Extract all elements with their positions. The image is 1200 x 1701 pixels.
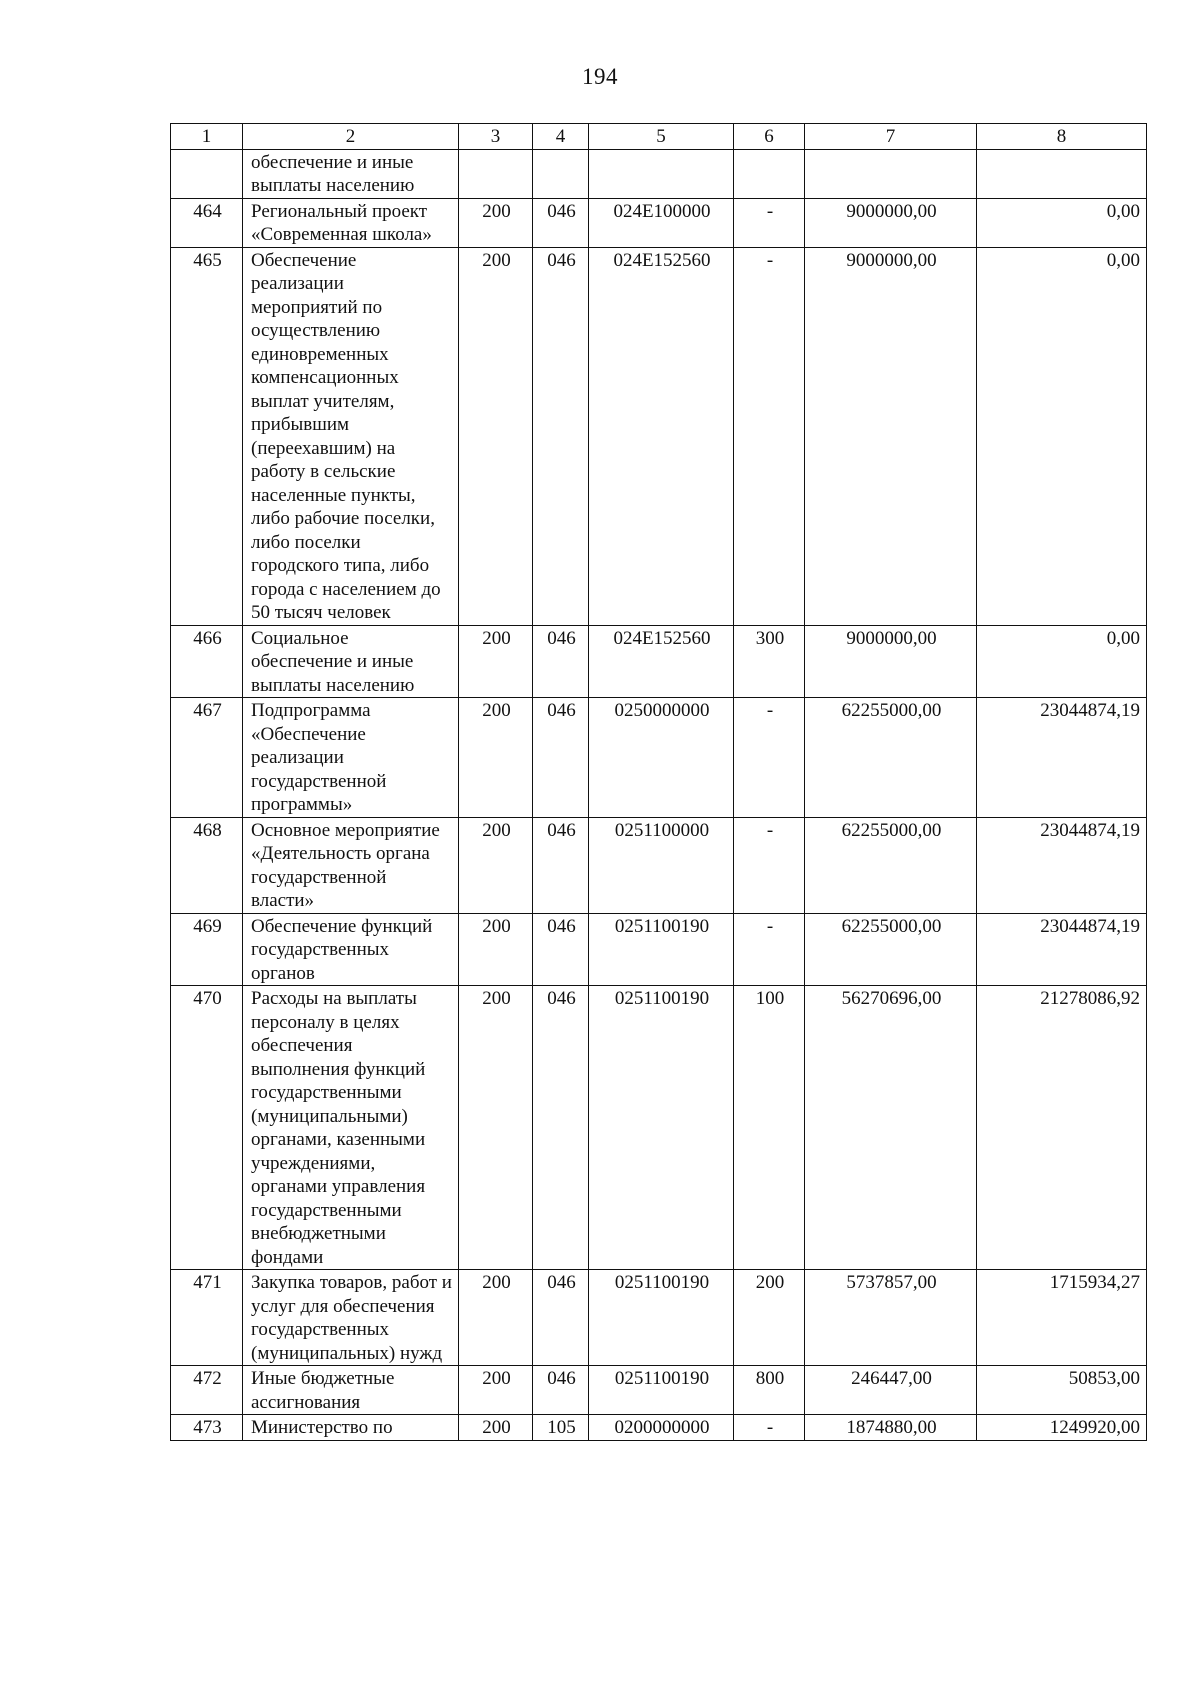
row-col-6: 300: [734, 625, 805, 698]
row-col-3: 200: [459, 913, 533, 986]
row-col-7: 56270696,00: [805, 986, 977, 1270]
table-row: [171, 1270, 1147, 1366]
row-number: 466: [171, 625, 243, 698]
row-col-5: 0251100190: [589, 986, 734, 1270]
row-col-4: 046: [533, 198, 589, 247]
budget-table: [170, 123, 1147, 1441]
row-col-7: 62255000,00: [805, 698, 977, 818]
table-row: [171, 913, 1147, 986]
row-name: Закупка товаров, работ и услуг для обеспечения государственных (муниципальных) нужд: [243, 1270, 459, 1366]
row-name: Обеспечение функций государственных органов: [243, 913, 459, 986]
row-col-8: 0,00: [977, 247, 1147, 625]
header-col-3: 3: [459, 124, 533, 150]
row-col-4: 046: [533, 625, 589, 698]
header-col-5: 5: [589, 124, 734, 150]
row-col-3: 200: [459, 1366, 533, 1415]
row-name: обеспечение и иные выплаты населению: [243, 149, 459, 198]
row-col-3: 200: [459, 817, 533, 913]
row-col-5: 0251100190: [589, 1270, 734, 1366]
row-col-4: 046: [533, 913, 589, 986]
row-name: Социальное обеспечение и иные выплаты населению: [243, 625, 459, 698]
table-row: [171, 1415, 1147, 1441]
row-col-4: 046: [533, 698, 589, 818]
row-col-7: 62255000,00: [805, 817, 977, 913]
row-col-7: 1874880,00: [805, 1415, 977, 1441]
row-col-6: -: [734, 198, 805, 247]
table-row: [171, 817, 1147, 913]
header-col-6: 6: [734, 124, 805, 150]
table-row: [171, 247, 1147, 625]
row-number: 465: [171, 247, 243, 625]
row-col-4: 046: [533, 1270, 589, 1366]
table-header-row: [171, 124, 1147, 150]
row-name: Министерство по: [243, 1415, 459, 1441]
header-col-2: 2: [243, 124, 459, 150]
row-col-7: 9000000,00: [805, 625, 977, 698]
row-col-3: [459, 149, 533, 198]
row-col-6: 100: [734, 986, 805, 1270]
table-row: [171, 698, 1147, 818]
row-col-6: 800: [734, 1366, 805, 1415]
header-col-4: 4: [533, 124, 589, 150]
row-col-8: 23044874,19: [977, 913, 1147, 986]
row-col-4: 046: [533, 986, 589, 1270]
row-col-4: [533, 149, 589, 198]
row-col-3: 200: [459, 247, 533, 625]
row-number: 471: [171, 1270, 243, 1366]
row-name: Иные бюджетные ассигнования: [243, 1366, 459, 1415]
row-col-3: 200: [459, 1270, 533, 1366]
row-col-5: 0251100000: [589, 817, 734, 913]
row-col-3: 200: [459, 198, 533, 247]
row-col-8: [977, 149, 1147, 198]
table-row: [171, 625, 1147, 698]
row-col-5: 0250000000: [589, 698, 734, 818]
table-row: [171, 198, 1147, 247]
row-col-3: 200: [459, 986, 533, 1270]
row-col-6: -: [734, 1415, 805, 1441]
row-number: 464: [171, 198, 243, 247]
row-col-7: 62255000,00: [805, 913, 977, 986]
row-col-8: 1715934,27: [977, 1270, 1147, 1366]
row-col-8: 21278086,92: [977, 986, 1147, 1270]
row-col-8: 0,00: [977, 625, 1147, 698]
row-col-6: 200: [734, 1270, 805, 1366]
row-col-7: 9000000,00: [805, 198, 977, 247]
row-col-3: 200: [459, 1415, 533, 1441]
row-col-5: [589, 149, 734, 198]
row-name: Региональный проект «Современная школа»: [243, 198, 459, 247]
header-col-7: 7: [805, 124, 977, 150]
row-col-3: 200: [459, 625, 533, 698]
row-col-4: 105: [533, 1415, 589, 1441]
row-name: Подпрограмма «Обеспечение реализации государственной программы»: [243, 698, 459, 818]
row-col-5: 024E152560: [589, 247, 734, 625]
row-col-5: 0200000000: [589, 1415, 734, 1441]
row-col-7: 5737857,00: [805, 1270, 977, 1366]
table-row: [171, 1366, 1147, 1415]
row-col-5: 0251100190: [589, 1366, 734, 1415]
row-number: 468: [171, 817, 243, 913]
row-name: Обеспечение реализации мероприятий по осуществлению единовременных компенсационных выплат учителям, прибывшим (переехавшим) на работу в сельские населенные пункты, либо рабочие поселки, либо поселки городского типа, либо города с населением до 50 тысяч человек: [243, 247, 459, 625]
row-col-7: [805, 149, 977, 198]
row-col-3: 200: [459, 698, 533, 818]
table-row: [171, 986, 1147, 1270]
row-col-5: 0251100190: [589, 913, 734, 986]
row-col-8: 23044874,19: [977, 817, 1147, 913]
page-number: 194: [582, 64, 618, 89]
row-col-6: -: [734, 247, 805, 625]
header-col-8: 8: [977, 124, 1147, 150]
row-col-6: -: [734, 913, 805, 986]
row-col-8: 0,00: [977, 198, 1147, 247]
row-col-5: 024E100000: [589, 198, 734, 247]
row-number: 472: [171, 1366, 243, 1415]
row-col-7: 9000000,00: [805, 247, 977, 625]
table-row: [171, 149, 1147, 198]
row-name: Расходы на выплаты персоналу в целях обеспечения выполнения функций государственными (муниципальными) органами, казенными учреждениями, органами управления государственными внебюджетными фондами: [243, 986, 459, 1270]
row-number: 473: [171, 1415, 243, 1441]
row-col-4: 046: [533, 1366, 589, 1415]
row-col-4: 046: [533, 817, 589, 913]
row-col-6: -: [734, 817, 805, 913]
row-col-7: 246447,00: [805, 1366, 977, 1415]
row-col-6: -: [734, 698, 805, 818]
row-col-8: 50853,00: [977, 1366, 1147, 1415]
row-number: 467: [171, 698, 243, 818]
row-number: 470: [171, 986, 243, 1270]
row-name: Основное мероприятие «Деятельность органа государственной власти»: [243, 817, 459, 913]
row-number: [171, 149, 243, 198]
header-col-1: 1: [171, 124, 243, 150]
row-col-5: 024E152560: [589, 625, 734, 698]
row-number: 469: [171, 913, 243, 986]
row-col-8: 23044874,19: [977, 698, 1147, 818]
row-col-4: 046: [533, 247, 589, 625]
row-col-6: [734, 149, 805, 198]
row-col-8: 1249920,00: [977, 1415, 1147, 1441]
